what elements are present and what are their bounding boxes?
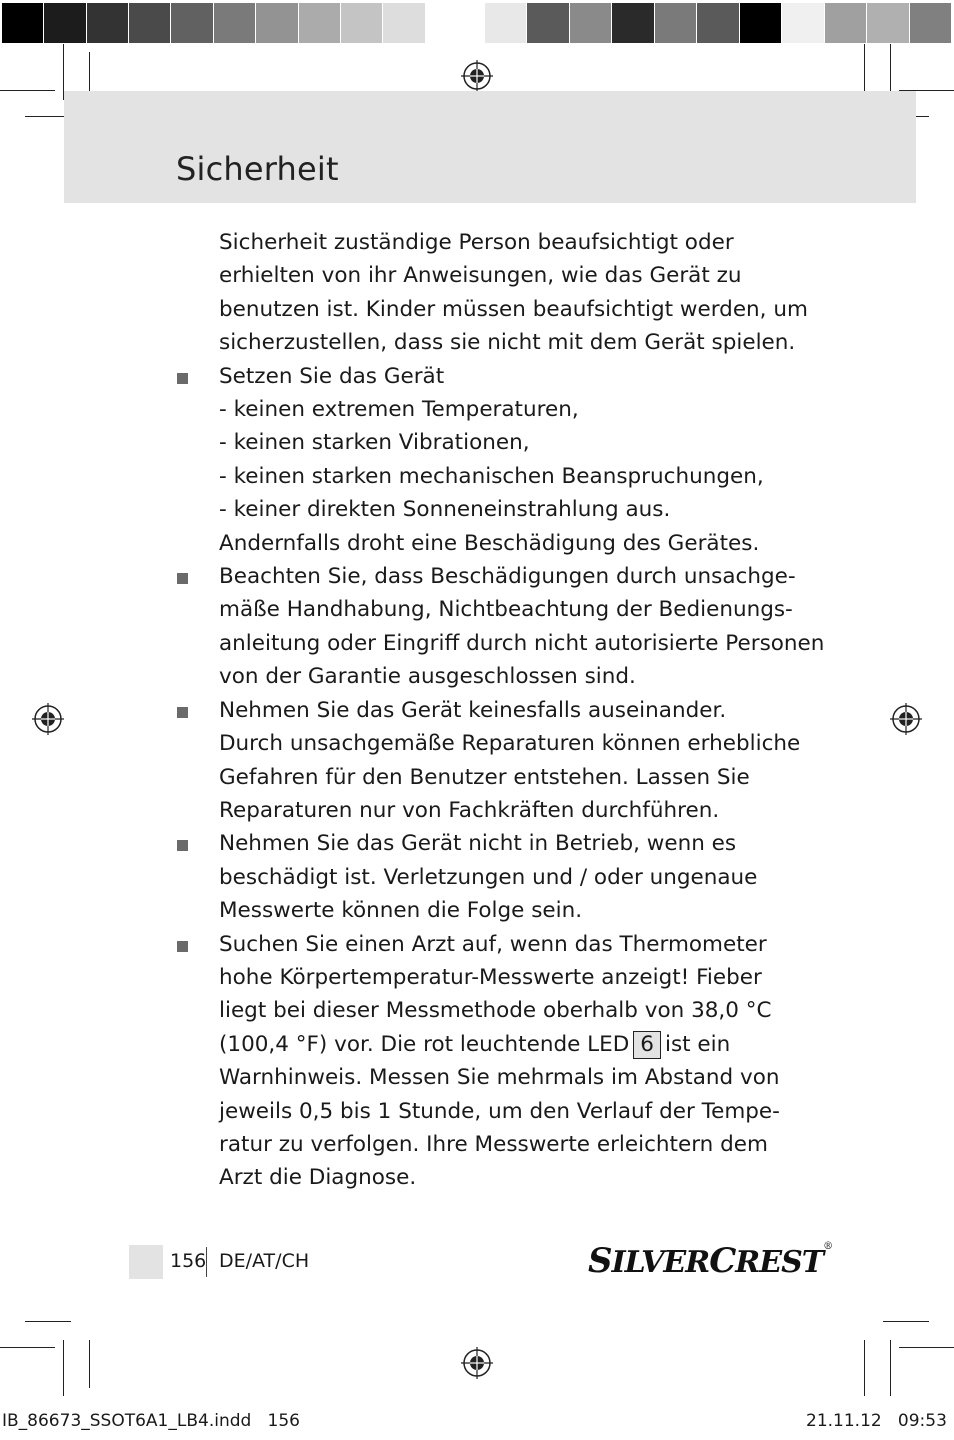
text-fragment: ist ein: [664, 1031, 731, 1057]
footer-divider: [206, 1247, 207, 1277]
text-line: Warnhinweis. Messen Sie mehrmals im Abstand von: [219, 1065, 780, 1091]
color-swatch: [383, 3, 425, 43]
text-line: - keinen starken Vibrationen,: [219, 430, 530, 456]
text-line: Nehmen Sie das Gerät nicht in Betrieb, wenn es: [219, 831, 737, 857]
color-swatch: [570, 3, 612, 43]
text-line: Durch unsachgemäße Reparaturen können erhebliche: [219, 731, 801, 757]
text-line: jeweils 0,5 bis 1 Stunde, um den Verlauf der Tempe-: [219, 1098, 780, 1124]
crop-mark: [864, 1340, 865, 1396]
color-swatch: [129, 3, 171, 43]
color-swatch: [655, 3, 697, 43]
crop-mark: [0, 1347, 55, 1348]
list-item: [174, 827, 794, 927]
color-swatch: [740, 3, 782, 43]
text-line: Sicherheit zuständige Person beaufsichtigt oder: [219, 230, 734, 255]
slug-filename: IB_86673_SSOT6A1_LB4.indd 156: [2, 1411, 300, 1431]
text-line: Beachten Sie, dass Beschädigungen durch unsachge-: [219, 564, 796, 590]
page-title: Sicherheit: [176, 150, 339, 188]
logo-letter: S: [588, 1241, 612, 1281]
text-line: Reparaturen nur von Fachkräften durchführen.: [219, 797, 720, 823]
text-line: beschädigt ist. Verletzungen und / oder ungenaue: [219, 864, 758, 890]
logo-letters: ILVER: [611, 1245, 710, 1280]
crop-mark: [890, 1340, 891, 1396]
square-bullet-icon: [177, 573, 188, 584]
text-line: - keinen extremen Temperaturen,: [219, 397, 579, 423]
color-swatch: [867, 3, 909, 43]
square-bullet-icon: [177, 941, 188, 952]
square-bullet-icon: [177, 840, 188, 851]
registered-mark: ®: [823, 1241, 833, 1252]
page-number: 156: [170, 1250, 207, 1272]
text-line: Messwerte können die Folge sein.: [219, 898, 583, 924]
text-line: anleitung oder Eingriff durch nicht autorisierte Personen: [219, 630, 825, 656]
color-swatch: [825, 3, 867, 43]
crop-mark: [899, 1347, 954, 1348]
color-swatch: [214, 3, 256, 43]
logo-letter: C: [709, 1241, 736, 1281]
color-bar-right: [485, 0, 952, 46]
color-swatch: [910, 3, 952, 43]
text-line: Arzt die Diagnose.: [219, 1165, 417, 1191]
color-swatch: [485, 3, 527, 43]
color-swatch: [612, 3, 654, 43]
text-line: Gefahren für den Benutzer entstehen. Lassen Sie: [219, 764, 750, 790]
brand-logo: [588, 1241, 832, 1281]
crop-mark: [63, 1340, 64, 1396]
square-bullet-icon: [177, 373, 188, 384]
list-item: [174, 928, 794, 1195]
text-line: benutzen ist. Kinder müssen beaufsichtigt werden, um: [219, 296, 808, 322]
color-swatch: [87, 3, 129, 43]
text-line: mäße Handhabung, Nichtbeachtung der Bedienungs-: [219, 597, 793, 623]
color-swatch: [527, 3, 569, 43]
intro-paragraph: [174, 226, 808, 360]
color-swatch: [782, 3, 824, 43]
text-line: Andernfalls droht eine Beschädigung des Gerätes.: [219, 530, 760, 556]
crop-mark: [0, 90, 55, 91]
text-line: Setzen Sie das Gerät: [219, 363, 445, 389]
text-line: hohe Körpertemperatur-Messwerte anzeigt! Fieber: [219, 964, 762, 990]
text-line: sicherzustellen, dass sie nicht mit dem Gerät spielen.: [219, 330, 796, 356]
list-item: [174, 360, 794, 560]
text-line: ratur zu verfolgen. Ihre Messwerte erleichtern dem: [219, 1131, 768, 1157]
color-swatch: [341, 3, 383, 43]
slug-datetime: 21.11.12 09:53: [806, 1411, 947, 1431]
logo-letters: REST: [735, 1245, 824, 1280]
registration-mark-icon: [461, 60, 493, 92]
text-fragment: (100,4 °F) vor. Die rot leuchtende LED: [219, 1031, 630, 1057]
color-swatch: [44, 3, 86, 43]
text-line: [219, 1028, 794, 1061]
color-swatch: [171, 3, 213, 43]
square-bullet-icon: [177, 707, 188, 718]
registration-mark-icon: [32, 703, 64, 735]
page-marker-box: [129, 1245, 163, 1279]
registration-mark-icon: [890, 703, 922, 735]
text-line: erhielten von ihr Anweisungen, wie das Gerät zu: [219, 263, 742, 289]
crop-mark: [883, 1321, 929, 1322]
led-reference-box: 6: [633, 1031, 661, 1059]
color-swatch: [299, 3, 341, 43]
text-line: von der Garantie ausgeschlossen sind.: [219, 664, 636, 690]
text-line: - keiner direkten Sonneneinstrahlung aus.: [219, 497, 671, 523]
list-item: [174, 560, 825, 694]
list-item: [174, 694, 801, 828]
crop-mark: [25, 1321, 71, 1322]
registration-mark-icon: [461, 1347, 493, 1379]
text-line: Nehmen Sie das Gerät keinesfalls auseinander.: [219, 697, 727, 723]
color-swatch: [2, 3, 44, 43]
safety-content: [174, 226, 825, 1195]
color-bar-left: [2, 0, 468, 46]
text-line: - keinen starken mechanischen Beanspruchungen,: [219, 463, 764, 489]
color-swatch: [256, 3, 298, 43]
crop-mark: [89, 1340, 90, 1388]
color-swatch: [697, 3, 739, 43]
color-swatch: [426, 3, 468, 43]
region-label: DE/AT/CH: [219, 1250, 310, 1272]
text-line: liegt bei dieser Messmethode oberhalb von 38,0 °C: [219, 998, 772, 1024]
text-line: Suchen Sie einen Arzt auf, wenn das Thermometer: [219, 931, 767, 957]
